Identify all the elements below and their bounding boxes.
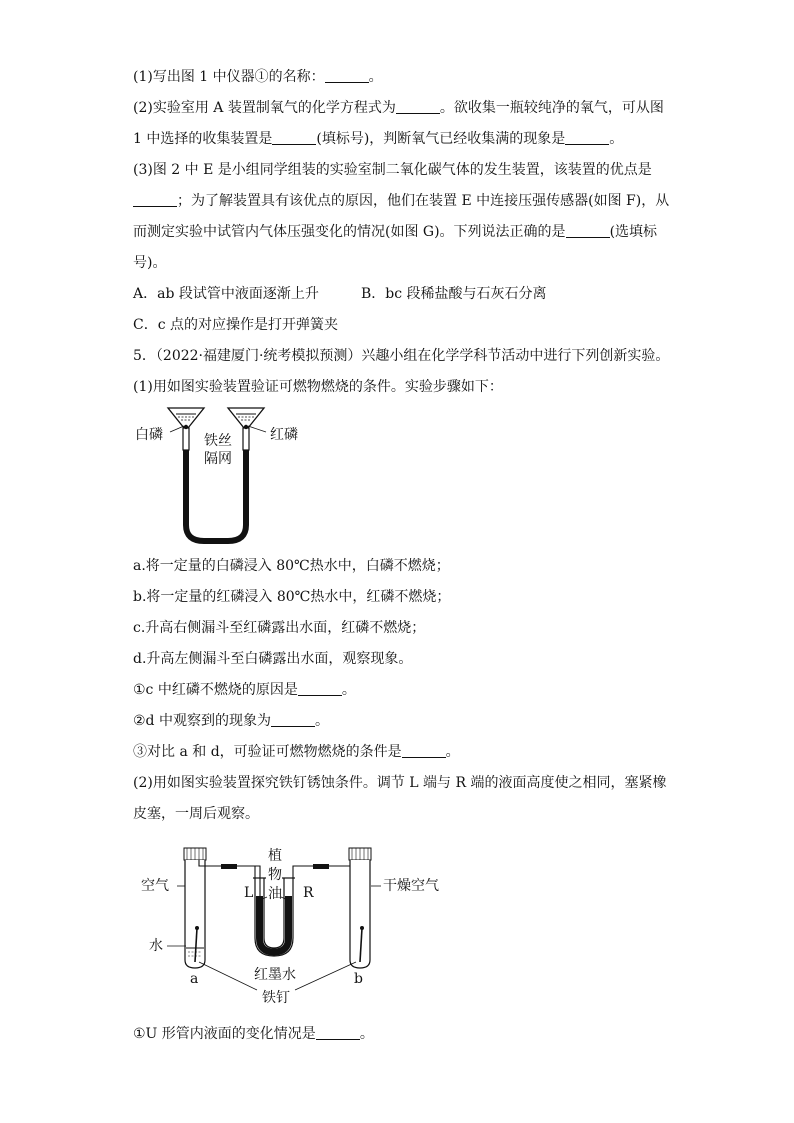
sub2-text: ②d 中观察到的现象为: [133, 713, 271, 729]
answer-blank[interactable]: [133, 192, 177, 207]
answer-blank[interactable]: [396, 99, 440, 114]
label-water: 水: [149, 938, 163, 954]
step-a-text: a.将一定量的白磷浸入 80℃热水中，白磷不燃烧；: [133, 558, 450, 574]
q5-part2-line2: [133, 804, 259, 824]
q4-line-6: [133, 222, 657, 242]
q4-line-7: [133, 253, 166, 273]
step-a: [133, 556, 450, 576]
label-wire-gauze-2: 隔网: [204, 451, 232, 467]
q5-p1-text: (1)用如图实验装置验证可燃物燃烧的条件。实验步骤如下：: [133, 379, 503, 395]
q4-l1-end: 。: [368, 69, 383, 85]
label-oil-2: 物: [268, 867, 282, 883]
option-a-label: A．ab 段试管中液面逐渐上升: [133, 286, 319, 302]
step-b-text: b.将一定量的红磷浸入 80℃热水中，红磷不燃烧；: [133, 589, 451, 605]
q4-line-5: [133, 191, 669, 211]
step-d: [133, 649, 412, 669]
q4-l3-text: 1 中选择的收集装置是: [133, 131, 273, 147]
q4-l7-text: 号)。: [133, 255, 167, 271]
option-c-label: C．c 点的对应操作是打开弹簧夹: [133, 317, 339, 333]
answer-blank[interactable]: [566, 223, 610, 238]
q4-option-b[interactable]: [361, 284, 547, 304]
label-red-phosphorus: 红磷: [270, 427, 298, 443]
q4-l6-text: 而测定实验中试管内气体压强变化的情况(如图 G)。下列说法正确的是: [133, 224, 566, 240]
label-oil-3: 油: [268, 886, 282, 902]
label-iron-nail: 铁钉: [262, 990, 290, 1006]
q4-l5-text: ；为了解装置具有该优点的原因，他们在装置 E 中连接压强传感器(如图 F)，从: [177, 193, 670, 209]
q4-line-4: [133, 160, 652, 180]
figure-rust-apparatus: [135, 838, 465, 1013]
q5-sub3: [133, 742, 460, 762]
answer-blank[interactable]: [298, 681, 342, 696]
answer-blank[interactable]: [271, 712, 315, 727]
q4-line-2: [133, 98, 664, 118]
p2-sub1-text: ①U 形管内液面的变化情况是: [133, 1026, 316, 1042]
q4-l6-end: (选填标: [609, 224, 658, 240]
label-L: L: [244, 885, 254, 901]
q4-l1-text: (1)写出图 1 中仪器①的名称：: [133, 69, 325, 85]
sub1-end: 。: [341, 682, 356, 698]
step-b: [133, 587, 450, 607]
q4-l3-end: 。: [609, 131, 624, 147]
sub2-end: 。: [314, 713, 329, 729]
q5-part2-line1: [133, 773, 666, 793]
label-oil-1: 植: [268, 848, 282, 864]
q5-header-text: 5．（2022·福建厦门·统考模拟预测）兴趣小组在化学学科节活动中进行下列创新实验。: [133, 348, 670, 364]
figure-combustion-apparatus: [130, 405, 320, 545]
label-red-ink: 红墨水: [254, 967, 296, 983]
q5-sub2: [133, 711, 329, 731]
q4-l3-mid: (填标号)，判断氧气已经收集满的现象是: [316, 131, 566, 147]
p2-l1-text: (2)用如图实验装置探究铁钉锈蚀条件。调节 L 端与 R 端的液面高度使之相同，塞紧橡: [133, 775, 667, 791]
p2-sub1-end: 。: [359, 1026, 374, 1042]
p2-l2-text: 皮塞，一周后观察。: [133, 806, 259, 822]
label-air: 空气: [141, 878, 169, 894]
label-white-phosphorus: 白磷: [135, 427, 163, 443]
answer-blank[interactable]: [402, 743, 446, 758]
answer-blank[interactable]: [325, 68, 369, 83]
q4-l4-text: (3)图 2 中 E 是小组同学组装的实验室制二氧化碳气体的发生装置，该装置的优点是: [133, 162, 652, 178]
q4-l2-end: 。欲收集一瓶较纯净的氧气，可从图: [439, 100, 664, 116]
q4-option-a[interactable]: [133, 284, 319, 304]
label-tube-b: b: [354, 971, 363, 987]
q4-option-c[interactable]: [133, 315, 338, 335]
option-b-label: B．bc 段稀盐酸与石灰石分离: [361, 286, 547, 302]
sub3-text: ③对比 a 和 d，可验证可燃物燃烧的条件是: [133, 744, 402, 760]
q4-line-3: [133, 129, 623, 149]
q5-part1-intro: [133, 377, 503, 397]
answer-blank[interactable]: [272, 130, 316, 145]
q5-sub1: [133, 680, 356, 700]
q4-line-1: [133, 67, 383, 87]
sub3-end: 。: [445, 744, 460, 760]
label-dry-air: 干燥空气: [383, 878, 439, 894]
step-c: [133, 618, 425, 638]
label-tube-a: a: [190, 971, 199, 987]
answer-blank[interactable]: [565, 130, 609, 145]
sub1-text: ①c 中红磷不燃烧的原因是: [133, 682, 298, 698]
q4-l2-text: (2)实验室用 A 装置制氧气的化学方程式为: [133, 100, 396, 116]
answer-blank[interactable]: [316, 1025, 360, 1040]
q5-header: [133, 346, 669, 366]
funnel-diagram: [130, 405, 320, 545]
label-wire-gauze-1: 铁丝: [204, 433, 232, 449]
label-R: R: [303, 885, 314, 901]
q5-part2-sub1: [133, 1024, 374, 1044]
u-tube-diagram: [135, 838, 465, 1013]
step-c-text: c.升高右侧漏斗至红磷露出水面，红磷不燃烧；: [133, 620, 426, 636]
step-d-text: d.升高左侧漏斗至白磷露出水面，观察现象。: [133, 651, 413, 667]
